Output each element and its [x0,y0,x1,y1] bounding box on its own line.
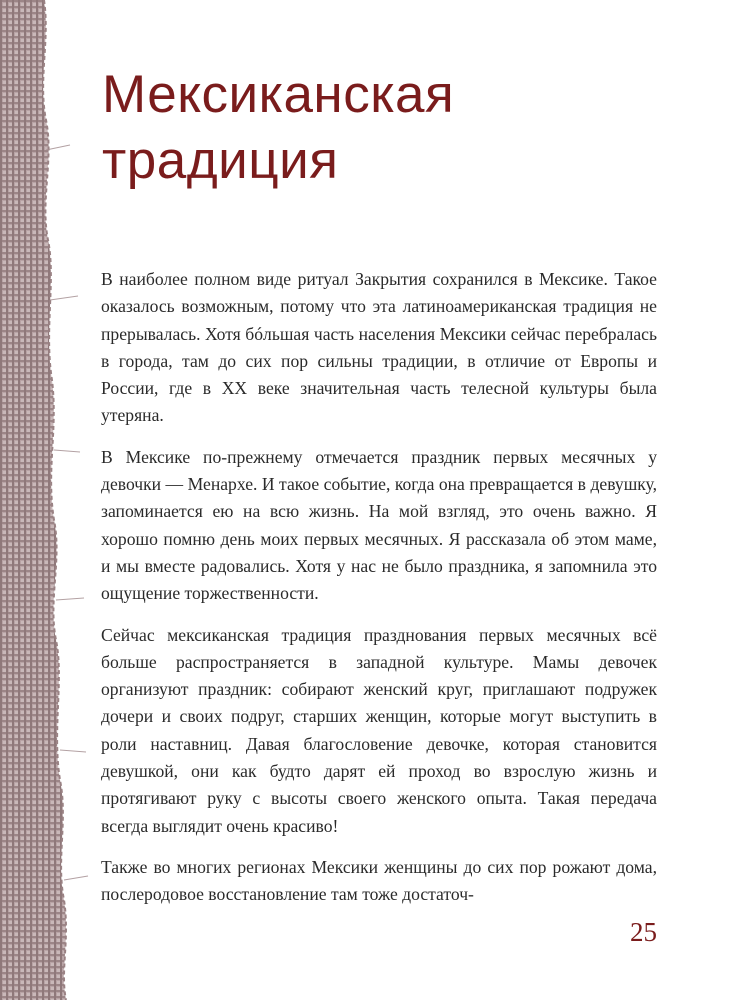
paragraph-4: Также во многих регионах Мексики женщины до сих пор рожают дома, послеродовое восстановление там тоже достаточ- [101,856,657,905]
paragraph-1: В наиболее полном виде ритуал Закрытия сохранился в Мексике. Такое оказалось возможным, потому что эта латиноамериканская традиция не прерывалась. Хотя бóльшая часть населения Мексики сейчас перебралась в города, там до сих пор сильны традиции, в отличие от Европы и России, где в XX веке значительная часть телесной культуры была утеряна. [101,269,657,426]
title-line-2: традиция [102,131,339,190]
page-title [102,62,454,194]
title-line-1: Мексиканская [102,65,455,124]
burlap-fabric-decoration [0,0,90,1000]
paragraph-2: В Мексике по-прежнему отмечается праздник первых месячных у девочки — Менархе. И такое событие, когда она превращается в девушку, запоминается ею на всю жизнь. На мой взгляд, это очень важно. Я хорошо помню день моих первых месячных. Я рассказала об этом маме, и мы вместе радовались. Хотя у нас не было праздника, я запомнила это ощущение торжественности. [101,446,657,604]
page-number: 25 [630,917,657,947]
paragraph-3: Сейчас мексиканская традиция празднования первых месячных всё больше распространяется в западной культуре. Мамы девочек организуют праздник: собирают женский круг, приглашают подружек дочери и своих подруг, старших женщин, которые могут выступить в роли наставниц. Давая благословение девочке, которая становится девушкой, они как будто дарят ей проход во взрослую жизнь и протягивают руку с высоты своего женского опыта. Такая передача всегда выглядит очень красиво! [101,624,657,836]
body-text [101,266,657,923]
